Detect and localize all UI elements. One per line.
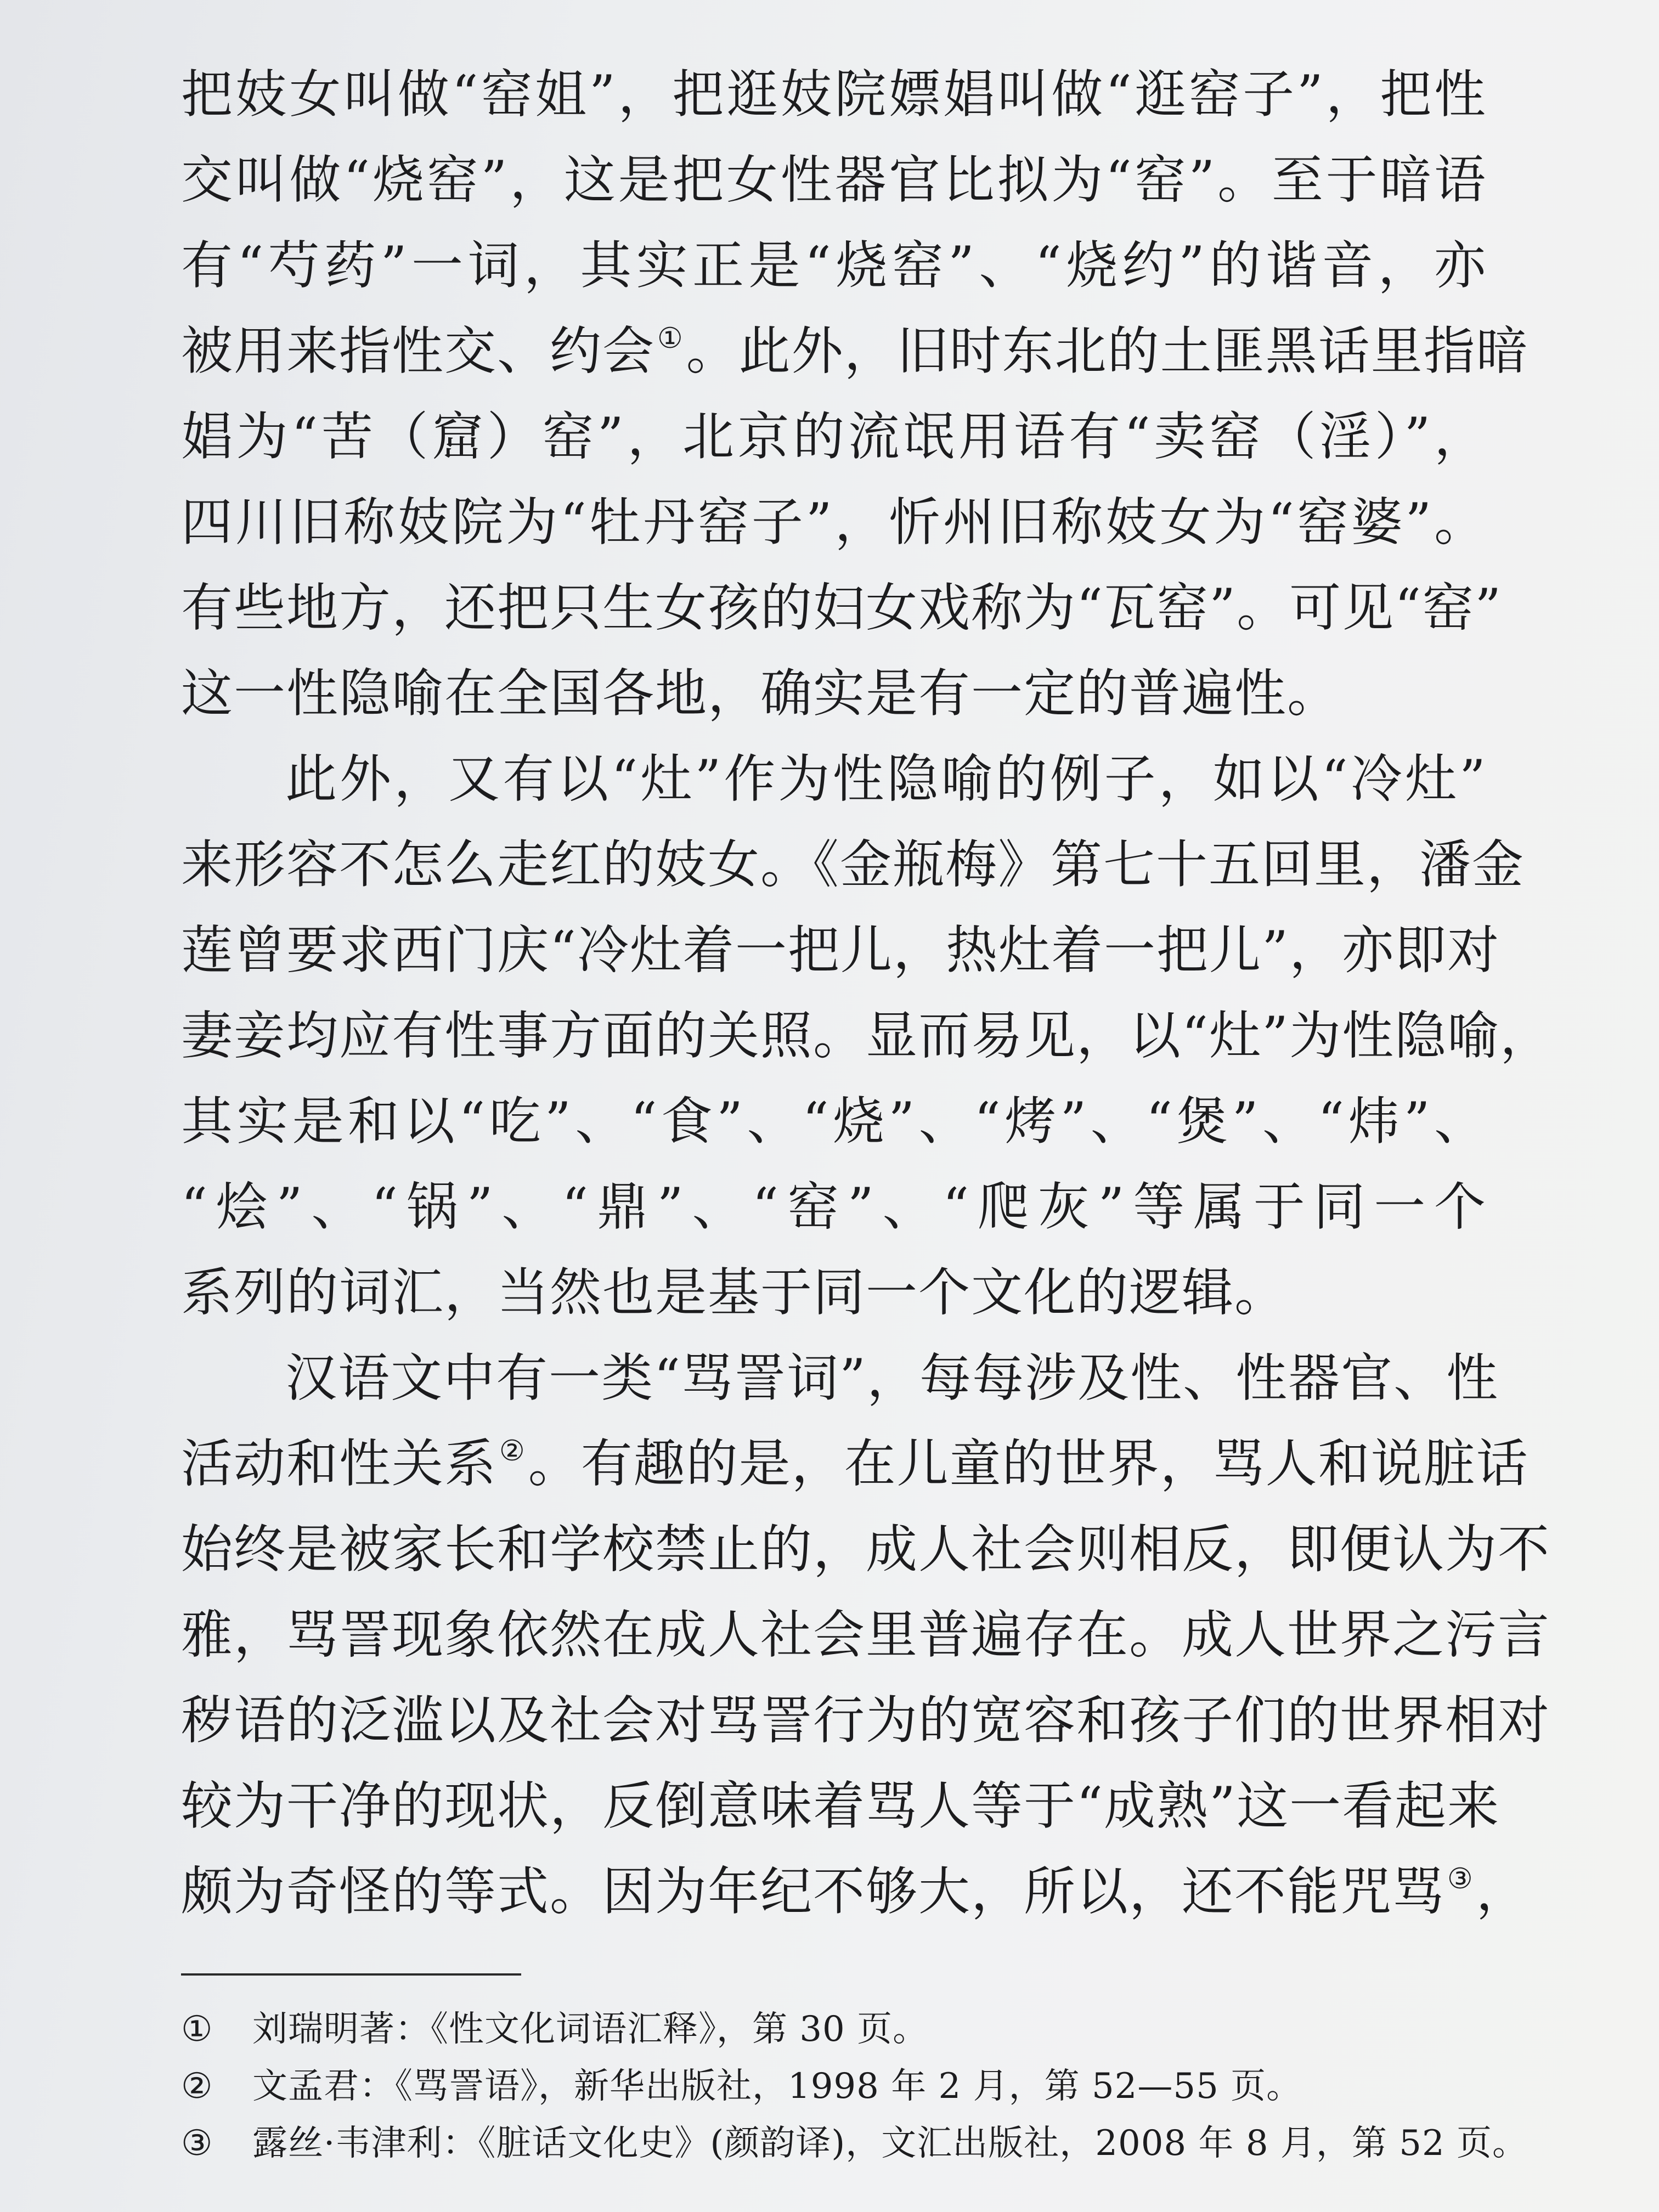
- footnote-mark: ①: [181, 2009, 213, 2050]
- text-line: [181, 1593, 1551, 1678]
- text-segment: 汉语文中有一类“骂詈词”，每每涉及性、性器官、性: [285, 1348, 1499, 1408]
- footnote-divider: [181, 1973, 521, 1976]
- text-segment: 活动和性关系: [181, 1434, 498, 1494]
- text-segment: 。此外，旧时东北的土匪黑话里指暗: [686, 321, 1529, 381]
- text-segment: 这一性隐喻在全国各地，确实是有一定的普遍性。: [181, 664, 1340, 724]
- text-line: [181, 1336, 1499, 1421]
- footnote-mark: ③: [181, 2123, 213, 2164]
- text-segment: 交叫做“烧窑”，这是把女性器官比拟为“窑”。至于暗语: [181, 150, 1487, 210]
- footnote-ref-1[interactable]: ①: [657, 322, 684, 355]
- footnote-mark: ②: [181, 2066, 213, 2107]
- text-segment: 妻妾均应有性事方面的关照。显而易见，以“灶”为性隐喻，: [181, 1006, 1553, 1066]
- text-line: [181, 309, 1529, 394]
- text-segment: 被用来指性交、约会: [181, 321, 656, 381]
- text-line: [181, 1849, 1529, 1935]
- footnote-ref-3[interactable]: ③: [1447, 1863, 1474, 1895]
- text-segment: 较为干净的现状，反倒意味着骂人等于“成熟”这一看起来: [181, 1776, 1500, 1836]
- text-line: [181, 566, 1503, 651]
- text-segment: 其实是和以“吃”、“食”、“烧”、“烤”、“煲”、“炜”、: [181, 1092, 1487, 1152]
- text-segment: 此外，又有以“灶”作为性隐喻的例子，如以“冷灶”: [285, 749, 1487, 809]
- paragraph-3: [181, 1336, 1551, 1935]
- text-segment: 。有趣的是，在儿童的世界，骂人和说脏话: [528, 1434, 1529, 1494]
- text-line: [181, 223, 1487, 309]
- text-line: [181, 994, 1553, 1079]
- footnote-3: [181, 2115, 1528, 2172]
- text-segment: 颇为奇怪的等式。因为年纪不够大，所以，还不能咒骂: [181, 1862, 1446, 1922]
- text-line: [181, 1079, 1487, 1165]
- text-line: [181, 1165, 1487, 1250]
- footnote-1: [181, 2001, 1487, 2058]
- footnotes: [181, 2001, 1528, 2172]
- text-line: [181, 737, 1487, 822]
- text-segment: 有“芍药”一词，其实正是“烧窑”、“烧约”的谐音，亦: [181, 236, 1487, 296]
- text-line: [181, 908, 1500, 994]
- text-line: [181, 1421, 1529, 1507]
- text-line: [181, 52, 1487, 138]
- footnote-text: 刘瑞明著：《性文化词语汇释》，第 30 页。: [252, 2009, 929, 2050]
- text-line: [181, 1678, 1551, 1764]
- text-line: [181, 394, 1487, 480]
- footnote-text: 文孟君：《骂詈语》，新华出版社，1998 年 2 月，第 52—55 页。: [252, 2066, 1302, 2107]
- book-page: [181, 52, 1553, 2181]
- text-line: [181, 1250, 1487, 1336]
- paragraph-1: [181, 52, 1529, 737]
- text-line: [181, 1507, 1551, 1593]
- text-segment: 莲曾要求西门庆“冷灶着一把儿，热灶着一把儿”，亦即对: [181, 921, 1500, 980]
- text-segment: 秽语的泛滥以及社会对骂詈行为的宽容和孩子们的世界相对: [181, 1691, 1551, 1751]
- text-segment: “烩”、“锅”、“鼎”、“窑”、“爬灰”等属于同一个: [181, 1177, 1487, 1237]
- body-text: [181, 52, 1553, 1935]
- paragraph-2: [181, 737, 1553, 1336]
- text-line: [181, 138, 1487, 223]
- text-segment: 四川旧称妓院为“牡丹窑子”，忻州旧称妓女为“窑婆”。: [181, 493, 1487, 552]
- text-line: [181, 480, 1487, 566]
- text-segment: 有些地方，还把只生女孩的妇女戏称为“瓦窑”。可见“窑”: [181, 578, 1503, 638]
- text-segment: 系列的词汇，当然也是基于同一个文化的逻辑。: [181, 1263, 1288, 1323]
- text-segment: 娼为“苦（窟）窑”，北京的流氓用语有“卖窑（淫）”，: [181, 407, 1487, 467]
- footnote-ref-2[interactable]: ②: [499, 1435, 526, 1468]
- footnote-text: 露丝·韦津利：《脏话文化史》(颜韵译)，文汇出版社，2008 年 8 月，第 52 页。: [252, 2123, 1528, 2164]
- text-segment: ，: [1476, 1862, 1529, 1922]
- text-segment: 始终是被家长和学校禁止的，成人社会则相反，即便认为不: [181, 1520, 1551, 1579]
- text-segment: 来形容不怎么走红的妓女。《金瓶梅》第七十五回里，潘金: [181, 835, 1525, 895]
- text-segment: 把妓女叫做“窑姐”，把逛妓院嫖娼叫做“逛窑子”，把性: [181, 65, 1487, 125]
- text-line: [181, 822, 1525, 908]
- text-segment: 雅，骂詈现象依然在成人社会里普遍存在。成人世界之污言: [181, 1605, 1551, 1665]
- text-line: [181, 651, 1487, 737]
- text-line: [181, 1764, 1500, 1849]
- footnote-2: [181, 2058, 1487, 2115]
